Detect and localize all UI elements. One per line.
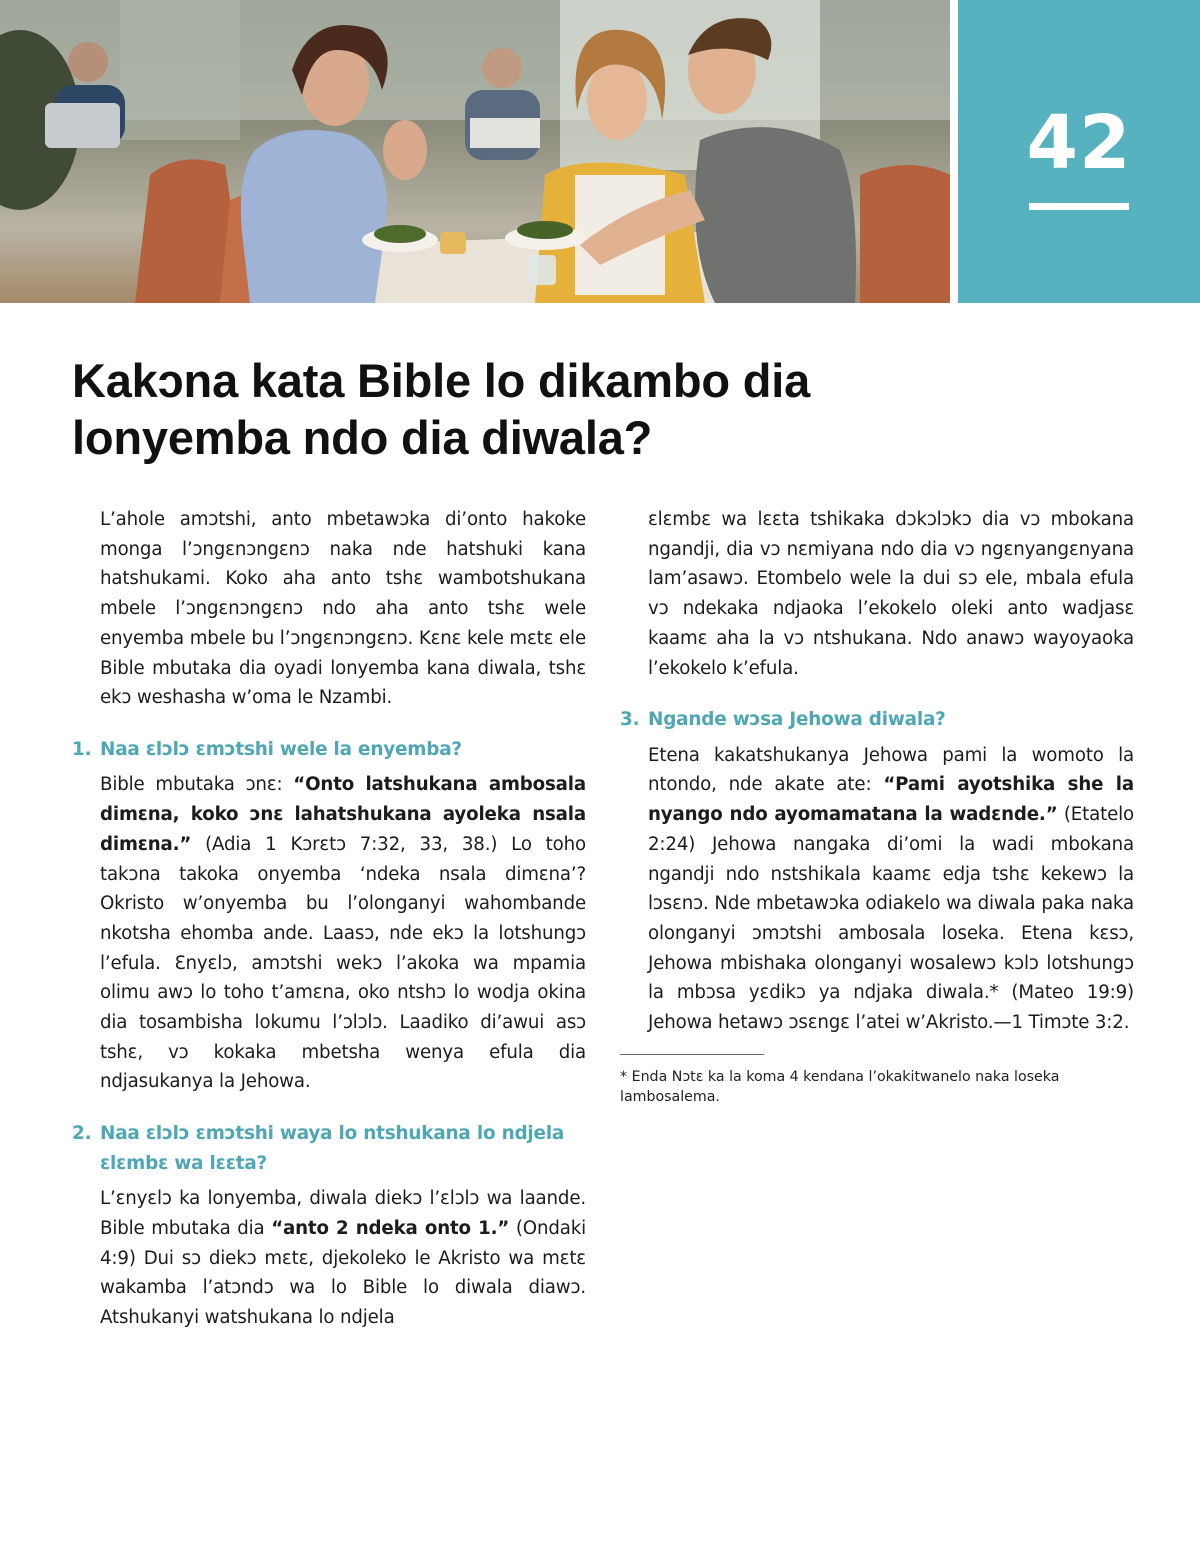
section-heading-2 [72, 1119, 586, 1178]
page-title-line-1: Kakɔna kata Bible lo dikambo dia [72, 354, 811, 407]
section-3-text-before: Etena kakatshukanya Jehowa pami la womoto la ntondo, nde akate ate: [648, 744, 1134, 796]
page-title [72, 352, 972, 466]
section-1-text-before: Bible mbutaka ɔnɛ: [100, 774, 294, 796]
header-photo [0, 0, 950, 303]
section-heading-text-1: Naa ɛlɔlɔ ɛmɔtshi wele la enyemba? [100, 738, 462, 760]
section-2-bible-quote: “anto 2 ndeka onto 1.” [271, 1217, 510, 1239]
page-title-line-2: lonyemba ndo dia diwala? [72, 411, 653, 464]
intro-paragraph: L’ahole amɔtshi, anto mbetawɔka di’onto hakoke monga l’ɔngɛnɔngɛnɔ naka nde hatshuki kana hatshukami. Koko aha anto tshɛ wambotshukana mbele l’ɔngɛnɔngɛnɔ ndo aha anto tshɛ wele enyemba mbele bu l’ɔngɛnɔngɛnɔ. Kɛnɛ kele mɛtɛ ele Bible mbutaka dia oyadi lonyemba kana diwala, tshɛ ekɔ weshasha w’oma le Nzambi. [100, 509, 586, 709]
footnote-divider [620, 1054, 764, 1055]
section-number-3: 3. [620, 709, 640, 731]
section-3-text-after: (Etatelo 2:24) Jehowa nangaka di’omi la wadi mbokana ngandji ndo nstshikala kaamɛ edja tshɛ kekewɔ la lɔsɛnɔ. Nde mbetawɔka odiakelo wa diwala paka naka olonganyi ɔmɔtshi ambosala loseka. Etena kɛsɔ, Jehowa mbishaka olonganyi wosalewɔ kɔlɔ lotshungɔ la mbɔsa yɛdikɔ ya ndjaka diwala.* (Mateo 19:9) Jehowa hetawɔ ɔsɛngɛ l’atei w’Akristo.—1 Timɔte 3:2. [648, 804, 1135, 1034]
lesson-number-underline [1029, 203, 1129, 210]
footnote: * Enda Nɔtɛ ka la koma 4 kendana l’okakitwanelo naka loseka lambosalema. [620, 1068, 1060, 1105]
section-heading-text-3: Ngande wɔsa Jehowa diwala? [648, 709, 946, 731]
section-number-2: 2. [72, 1123, 92, 1145]
section-number-1: 1. [72, 738, 92, 760]
section-heading-1 [72, 735, 586, 765]
section-paragraph-2 [72, 1184, 586, 1333]
section-3-bible-quote: “Pami ayotshika she la nyango ndo ayomamatana la wadɛnde.” [648, 774, 1135, 826]
section-paragraph-3 [620, 741, 1134, 1038]
section-heading-3 [620, 705, 1134, 735]
cafe-scene-illustration [0, 0, 950, 303]
section-paragraph-2-continued [620, 505, 1134, 683]
lesson-number: 42 [1026, 100, 1132, 186]
section-2-text-after-left: (Ondaki 4:9) Dui sɔ diekɔ mɛtɛ, djekoleko le Akristo wa mɛtɛ wakamba l’atɔndɔ wa lo Bible lo diwala diawɔ. Atshukanyi watshukana lo ndjela [100, 1217, 586, 1328]
section-heading-text-2: Naa ɛlɔlɔ ɛmɔtshi waya lo ntshukana lo ndjela ɛlɛmbɛ wa lɛɛta? [100, 1123, 565, 1174]
right-column [620, 505, 1134, 1107]
section-2-text-after-right: ɛlɛmbɛ wa lɛɛta tshikaka dɔkɔlɔkɔ dia vɔ mbokana ngandji, dia vɔ nɛmiyana ndo dia vɔ ngɛnyangɛnyana lam’asawɔ. Etombelo wele la dui sɔ ele, mbala efula vɔ ndekaka ndjaoka l’ekokelo oleki anto wadjasɛ kaamɛ aha la vɔ ntshukana. Ndo anawɔ wayoyaoka l’ekokelo k’efula. [648, 509, 1134, 679]
section-1-text-after: (Adia 1 Kɔrɛtɔ 7:32, 33, 38.) Lo toho takɔna takoka onyemba ‘ndeka nsala dimɛna’? Okristo w’onyemba bu l’olonganyi wahombande nkotsha ehomba ande. Laasɔ, nde ekɔ la lotshungɔ l’efula. Ɛnyɛlɔ, amɔtshi wekɔ l’akoka wa mpamia olimu awɔ lo toho t’amɛna, oko ntshɔ lo wodja okina dia tosambisha lokumu l’ɔlɔlɔ. Laadiko di’awui asɔ tshɛ, vɔ kokaka mbetsha wenya efula dia ndjasukanya la Jehowa. [100, 833, 586, 1093]
section-2-text-before: L’ɛnyɛlɔ ka lonyemba, diwala diekɔ l’ɛlɔlɔ wa laande. Bible mbutaka dia [100, 1188, 586, 1239]
lesson-number-box [958, 0, 1200, 303]
section-paragraph-1 [72, 770, 586, 1097]
left-column [72, 505, 586, 1333]
section-1-bible-quote: “Onto latshukana ambosala dimɛna, koko ɔnɛ lahatshukana ayoleka nsala dimɛna.” [100, 774, 586, 855]
